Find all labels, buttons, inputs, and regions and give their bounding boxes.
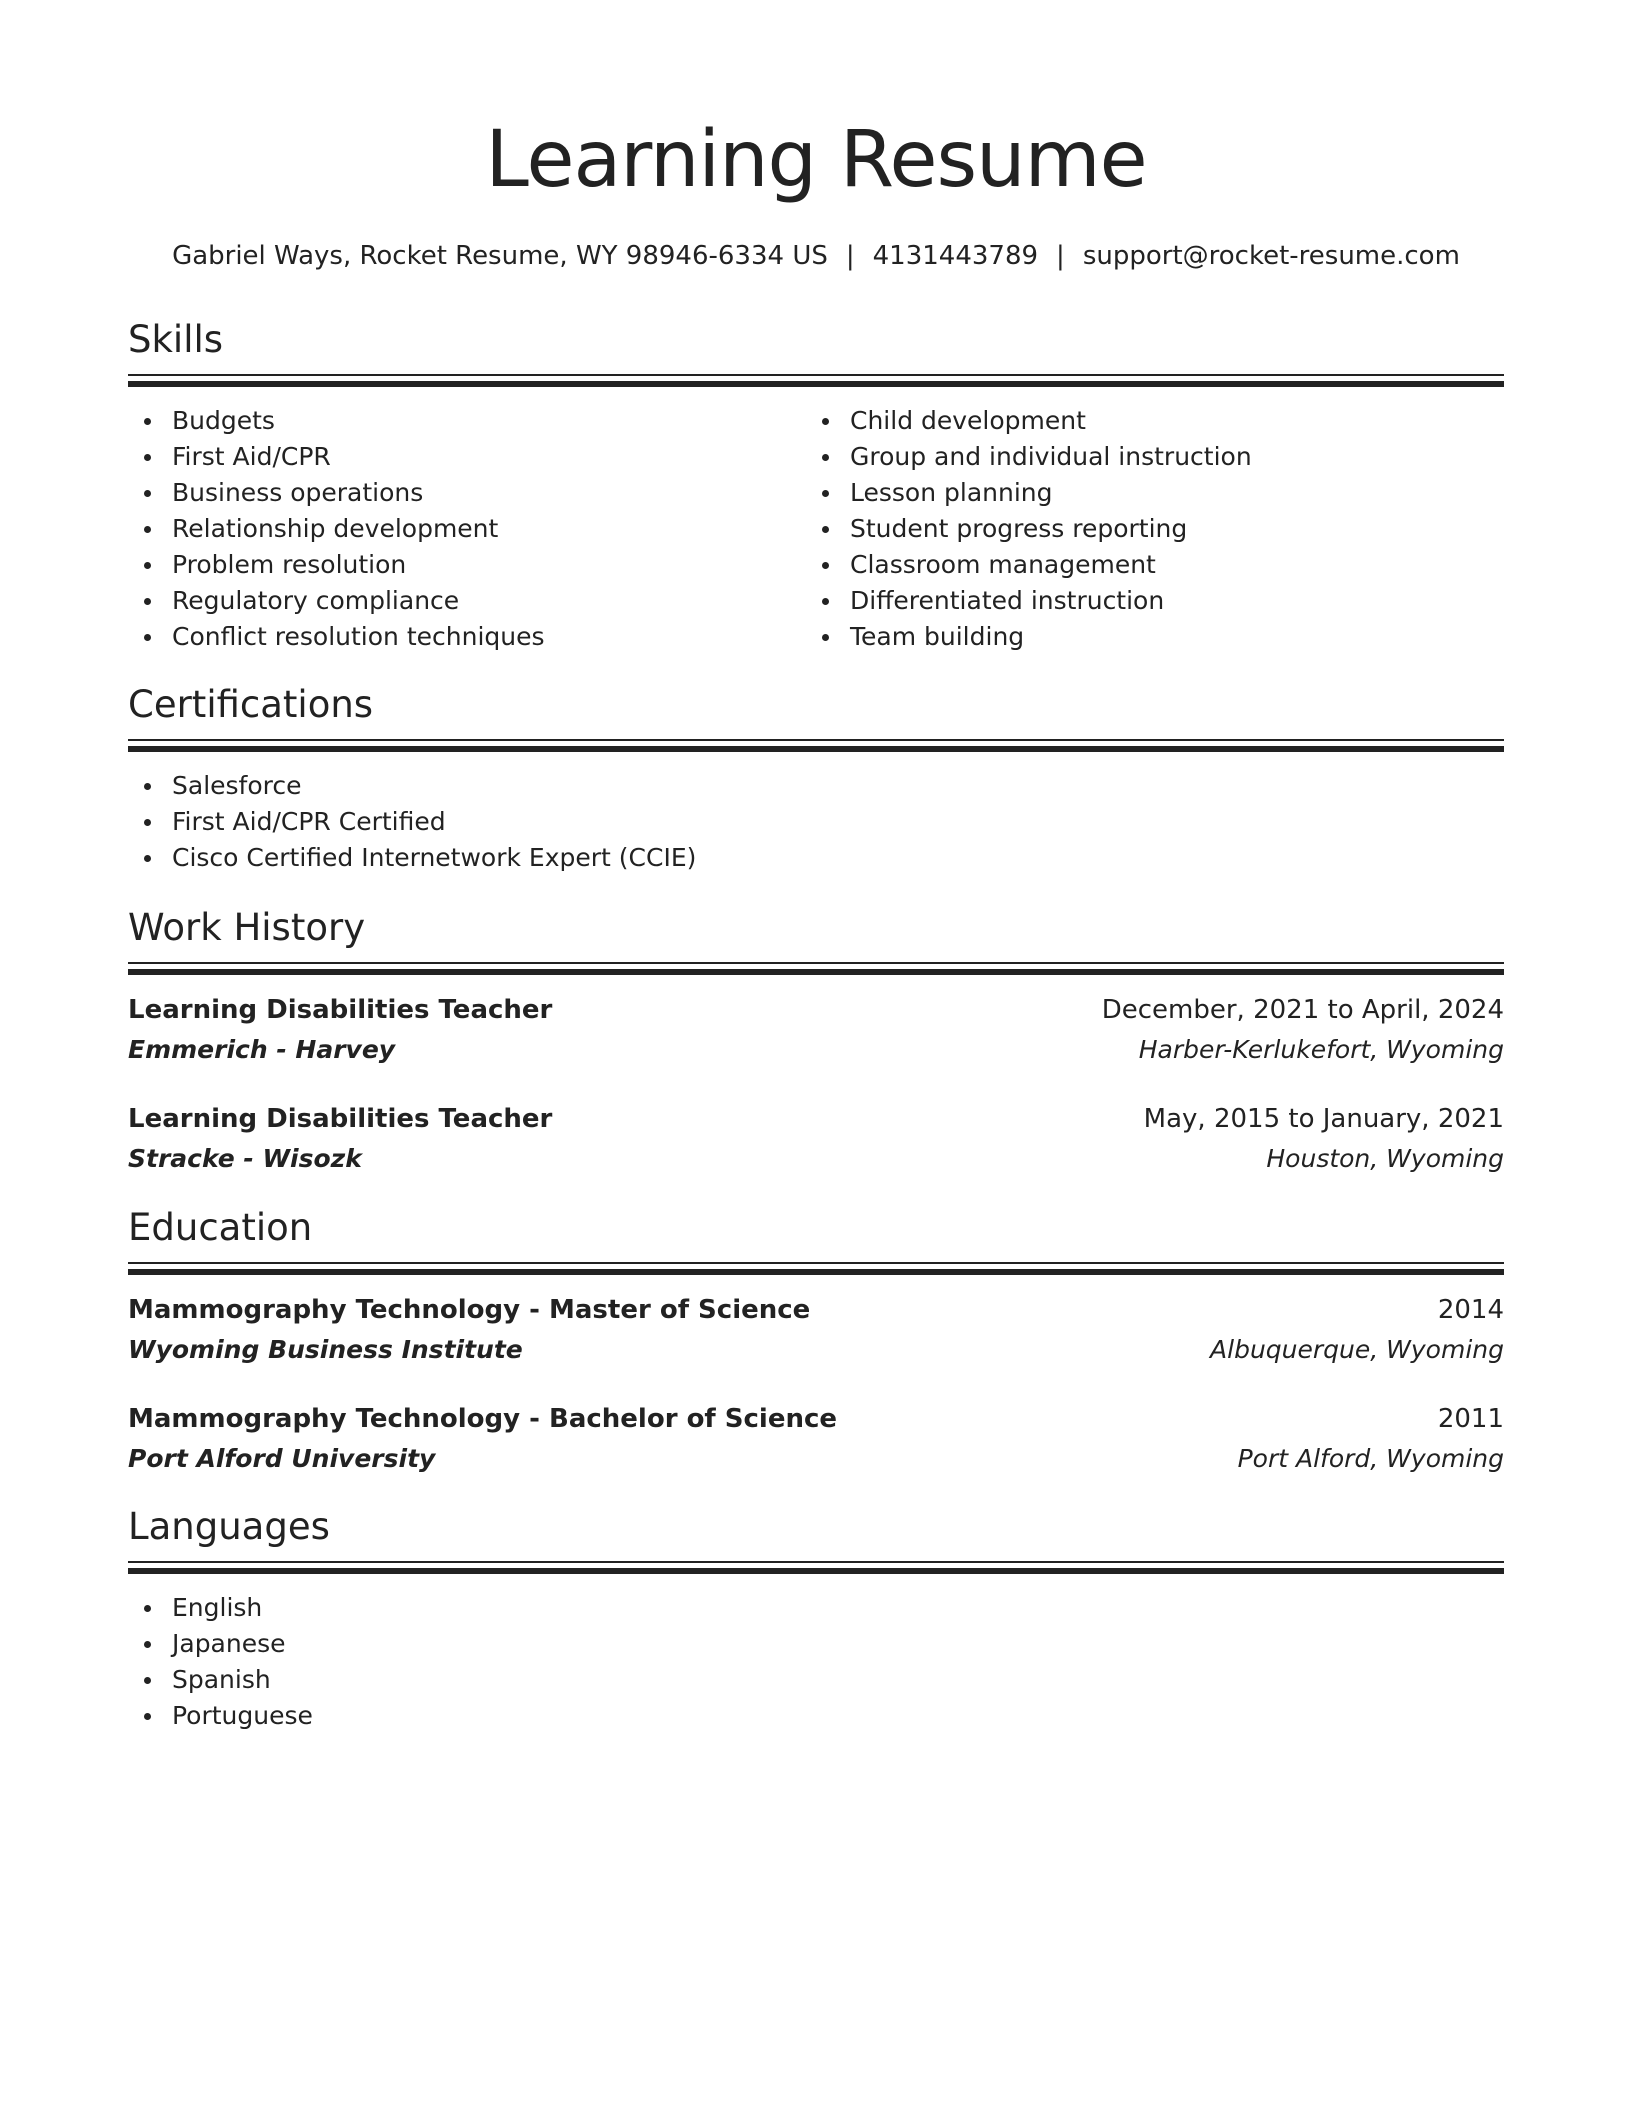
education-entries [128, 1291, 1504, 1480]
job-dates: December, 2021 to April, 2024 [1101, 995, 1504, 1025]
job-location: Harber-Kerlukefort, Wyoming [1138, 1035, 1504, 1064]
job-title: Learning Disabilities Teacher [128, 995, 553, 1025]
section-divider-thin [128, 374, 1504, 376]
languages-section [128, 1503, 1504, 1734]
education-section [128, 1204, 1504, 1480]
language-item: English [172, 1590, 1504, 1626]
skills-list-right [806, 403, 1252, 655]
skill-item: Relationship development [172, 511, 806, 547]
contact-email: support@rocket-resume.com [1082, 241, 1460, 271]
work-entry [128, 1100, 1504, 1180]
languages-list [128, 1590, 1504, 1734]
work-history-heading: Work History [128, 906, 366, 949]
job-title: Learning Disabilities Teacher [128, 1104, 553, 1134]
contact-line [128, 238, 1504, 274]
section-divider-thin [128, 962, 1504, 964]
job-location: Houston, Wyoming [1266, 1144, 1504, 1173]
skill-item: Classroom management [850, 547, 1252, 583]
certification-item: Cisco Certified Internetwork Expert (CCIE) [172, 840, 1504, 876]
degree-title: Mammography Technology - Master of Science [128, 1295, 811, 1325]
education-heading: Education [128, 1206, 313, 1249]
certifications-heading: Certifications [128, 683, 374, 726]
skill-item: Problem resolution [172, 547, 806, 583]
skills-columns [128, 387, 1504, 655]
skill-item: First Aid/CPR [172, 439, 806, 475]
degree-title: Mammography Technology - Bachelor of Science [128, 1404, 838, 1434]
school-location: Port Alford, Wyoming [1237, 1444, 1504, 1473]
section-divider-thick [128, 1269, 1504, 1275]
section-divider-thick [128, 746, 1504, 752]
graduation-year: 2014 [1437, 1295, 1504, 1325]
language-item: Portuguese [172, 1698, 1504, 1734]
school-name: Port Alford University [128, 1444, 436, 1473]
skill-item: Student progress reporting [850, 511, 1252, 547]
skill-item: Team building [850, 619, 1252, 655]
certification-item: Salesforce [172, 768, 1504, 804]
language-item: Japanese [172, 1626, 1504, 1662]
section-divider-thin [128, 1561, 1504, 1563]
skills-list-left [128, 403, 806, 655]
graduation-year: 2011 [1437, 1404, 1504, 1434]
skill-item: Lesson planning [850, 475, 1252, 511]
skill-item: Business operations [172, 475, 806, 511]
work-entry [128, 991, 1504, 1071]
section-divider-thin [128, 739, 1504, 741]
work-history-section [128, 904, 1504, 1180]
language-item: Spanish [172, 1662, 1504, 1698]
work-entries [128, 991, 1504, 1180]
job-company: Stracke - Wisozk [128, 1144, 362, 1173]
job-dates: May, 2015 to January, 2021 [1143, 1104, 1504, 1134]
contact-phone: 4131443789 [872, 241, 1039, 271]
contact-address: Gabriel Ways, Rocket Resume, WY 98946-6334 US [172, 241, 828, 271]
job-company: Emmerich - Harvey [128, 1035, 396, 1064]
education-entry [128, 1400, 1504, 1480]
school-name: Wyoming Business Institute [128, 1335, 523, 1364]
skill-item: Conflict resolution techniques [172, 619, 806, 655]
skill-item: Differentiated instruction [850, 583, 1252, 619]
skill-item: Child development [850, 403, 1252, 439]
skill-item: Regulatory compliance [172, 583, 806, 619]
section-divider-thick [128, 969, 1504, 975]
skill-item: Budgets [172, 403, 806, 439]
education-entry [128, 1291, 1504, 1371]
resume-name: Learning Resume [485, 115, 1147, 205]
skills-heading: Skills [128, 318, 224, 361]
section-divider-thick [128, 1568, 1504, 1574]
skill-item: Group and individual instruction [850, 439, 1252, 475]
certifications-section [128, 681, 1504, 876]
contact-separator: | [845, 241, 855, 271]
contact-separator: | [1056, 241, 1065, 271]
school-location: Albuquerque, Wyoming [1210, 1335, 1504, 1364]
certifications-list [128, 768, 1504, 876]
certification-item: First Aid/CPR Certified [172, 804, 1504, 840]
skills-section [128, 316, 1504, 655]
languages-heading: Languages [128, 1505, 330, 1548]
section-divider-thin [128, 1262, 1504, 1264]
